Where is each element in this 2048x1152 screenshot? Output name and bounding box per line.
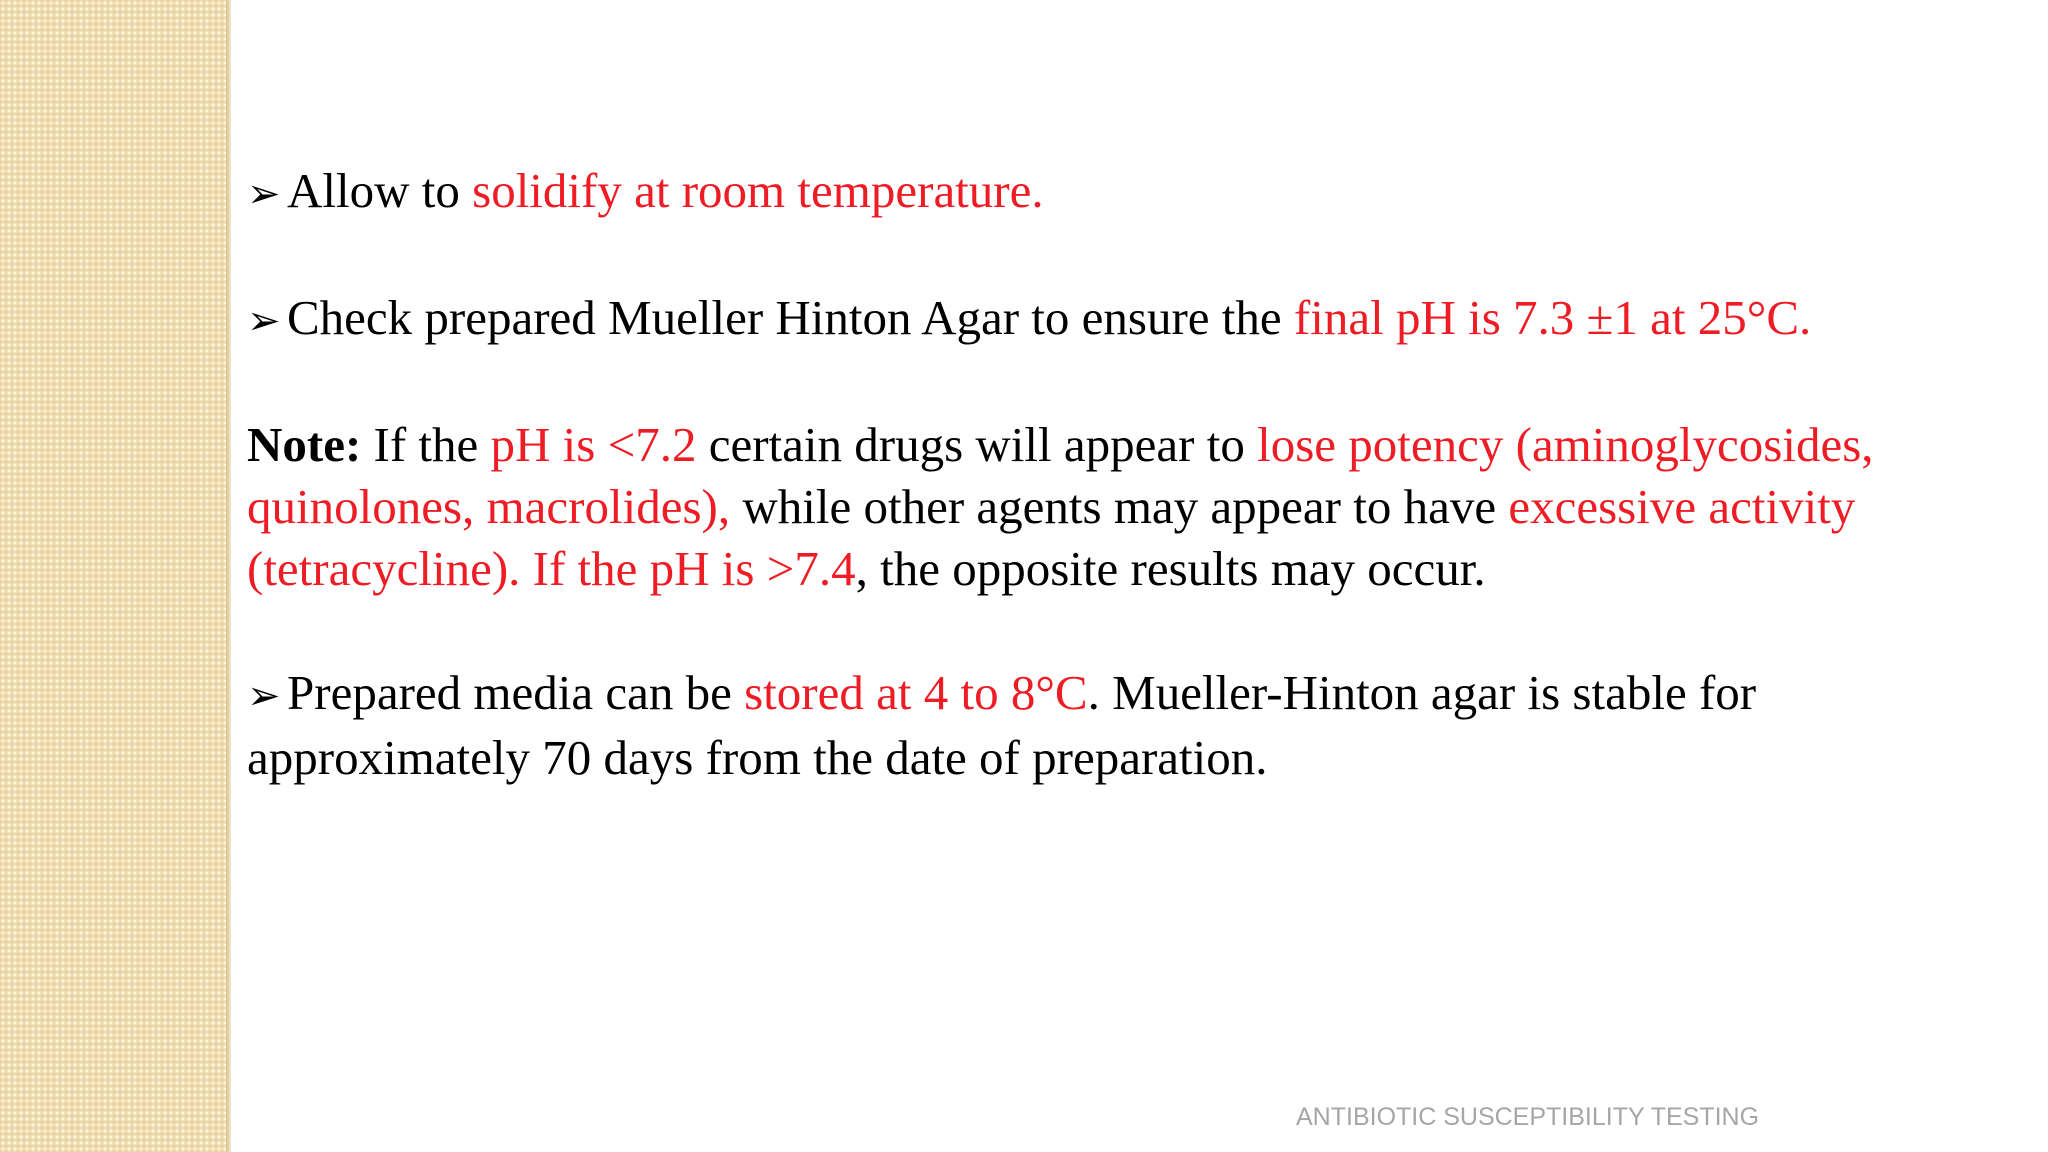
text-segment: . Mueller-Hinton agar is stable for approximately 70 days from the date of preparation. [247,665,1757,785]
highlight-segment: stored at 4 to 8°C [744,665,1088,720]
bullet-storage [247,662,2007,789]
highlight-segment: excessive activity (tetracycline). If the pH is >7.4 [247,479,1856,596]
text-segment: , the opposite results may occur. [855,541,1486,596]
highlight-segment: solidify at room temperature. [472,163,1044,218]
text-segment: Prepared media can be [287,665,745,720]
decorative-side-band [0,0,226,1152]
text-segment: If the [361,417,491,472]
arrow-bullet-icon: ➢ [247,171,281,217]
note-paragraph [247,414,2007,600]
arrow-bullet-icon: ➢ [247,673,281,719]
bullet-solidify [247,160,2007,225]
side-band-edge [226,0,231,1152]
highlight-segment: pH is <7.2 [490,417,697,472]
bullet-check-ph [247,287,2007,352]
highlight-segment: final pH is 7.3 ±1 at 25°C. [1293,290,1812,345]
text-segment: while other agents may appear to have [730,479,1509,534]
text-segment: Check prepared Mueller Hinton Agar to ensure the [287,290,1294,345]
text-segment: Allow to [287,163,473,218]
arrow-bullet-icon: ➢ [247,298,281,344]
highlight-segment: lose potency (aminoglycosides, quinolones, macrolides), [247,417,1874,534]
note-label: Note: [247,417,362,472]
text-segment: certain drugs will appear to [696,417,1258,472]
slide-footer: ANTIBIOTIC SUSCEPTIBILITY TESTING [1296,1103,1760,1131]
slide-body [247,160,2007,851]
